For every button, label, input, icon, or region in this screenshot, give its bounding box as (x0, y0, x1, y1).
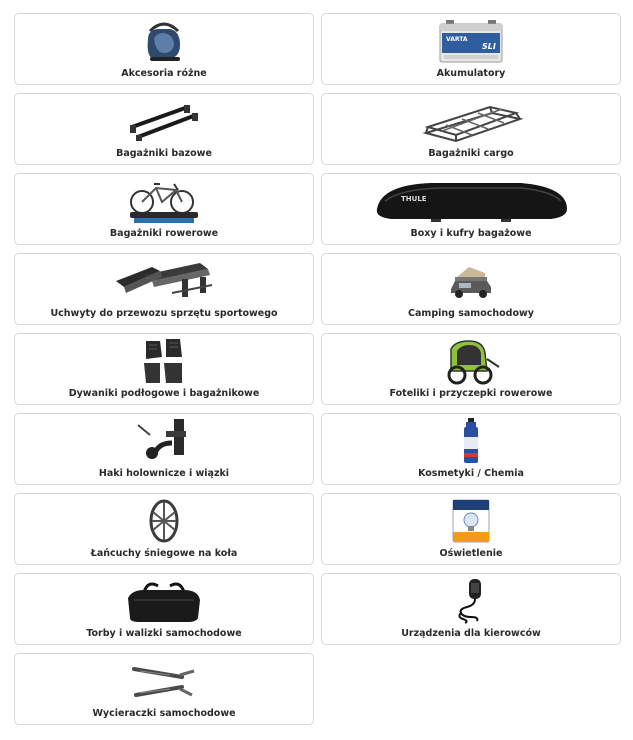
bike-trailer-icon (322, 337, 620, 385)
cb-radio-icon (322, 577, 620, 625)
category-tile-torby[interactable] (14, 573, 314, 645)
category-label: Łańcuchy śniegowe na koła (90, 548, 238, 559)
category-tile-bagazniki-rowerowe[interactable] (14, 173, 314, 245)
category-label: Uchwyty do przewozu sprzętu sportowego (50, 308, 278, 319)
category-tile-camping[interactable] (321, 253, 621, 325)
rooftop-tent-icon (322, 257, 620, 305)
wiper-blades-icon (15, 657, 313, 705)
cargo-basket-icon (322, 97, 620, 145)
category-tile-lancuchy[interactable] (14, 493, 314, 565)
category-tile-oswietlenie[interactable] (321, 493, 621, 565)
category-tile-haki[interactable] (14, 413, 314, 485)
category-tile-foteliki[interactable] (321, 333, 621, 405)
floor-mats-icon (15, 337, 313, 385)
bulb-pack-icon (322, 497, 620, 545)
spray-can-icon (322, 417, 620, 465)
category-label: Kosmetyki / Chemia (418, 468, 524, 479)
roof-box-brand: THULE (401, 195, 427, 203)
snow-chains-icon (15, 497, 313, 545)
category-label: Foteliki i przyczepki rowerowe (389, 388, 553, 399)
category-tile-urzadzenia[interactable] (321, 573, 621, 645)
travel-bag-icon (15, 577, 313, 625)
category-label: Haki holownicze i wiązki (98, 468, 230, 479)
category-tile-bagazniki-bazowe[interactable] (14, 93, 314, 165)
category-label: Akcesoria różne (121, 68, 207, 79)
category-label: Akumulatory (436, 68, 506, 79)
category-tile-kosmetyki[interactable] (321, 413, 621, 485)
category-tile-wycieraczki[interactable] (14, 653, 314, 725)
category-label: Bagażniki bazowe (116, 148, 212, 159)
category-label: Oświetlenie (439, 548, 503, 559)
battery-brand: VARTA (446, 36, 468, 43)
roof-box-icon (322, 177, 620, 225)
category-label: Wycieraczki samochodowe (92, 708, 236, 719)
category-tile-dywaniki[interactable] (14, 333, 314, 405)
category-label: Bagażniki cargo (428, 148, 514, 159)
category-label: Dywaniki podłogowe i bagażnikowe (68, 388, 260, 399)
category-label: Urządzenia dla kierowców (401, 628, 541, 639)
category-tile-akumulatory[interactable] (321, 13, 621, 85)
ski-carrier-icon (15, 257, 313, 305)
roof-bars-icon (15, 97, 313, 145)
category-label: Bagażniki rowerowe (109, 228, 219, 239)
bike-carrier-icon (15, 177, 313, 225)
category-label: Boxy i kufry bagażowe (410, 228, 532, 239)
car-battery-icon (322, 17, 620, 65)
category-label: Camping samochodowy (408, 308, 534, 319)
tow-hitch-icon (15, 417, 313, 465)
category-label: Torby i walizki samochodowe (86, 628, 242, 639)
battery-model: SLI (482, 42, 496, 51)
baby-car-seat-icon (15, 17, 313, 65)
category-tile-uchwyty[interactable] (14, 253, 314, 325)
category-tile-akcesoria[interactable] (14, 13, 314, 85)
category-tile-boxy[interactable] (321, 173, 621, 245)
category-tile-bagazniki-cargo[interactable] (321, 93, 621, 165)
category-grid (14, 13, 621, 725)
